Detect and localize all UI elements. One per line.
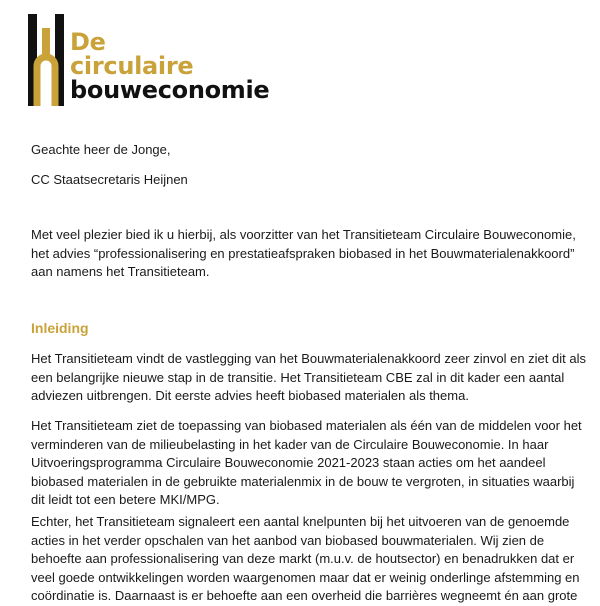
organization-logo <box>26 14 286 110</box>
intro-text: Met veel plezier bied ik u hierbij, als voorzitter van het Transitieteam Circulaire Bouweconomie, het advies “professionalisering en prestatieafspraken biobased in het Bouwmaterialenakkoord” aan namens het Transitieteam. <box>31 227 576 279</box>
logo-word-de: De <box>70 28 106 56</box>
paragraph-text: Het Transitieteam vindt de vastlegging van het Bouwmaterialenakkoord zeer zinvol en ziet dit als een belangrijke nieuwe stap in de transitie. Het Transitieteam CBE zal in dit kader een aantal adviezen uitbrengen. Dit eerste advies heeft biobased materialen als thema. <box>31 351 586 403</box>
intro-paragraph <box>31 226 591 282</box>
logo-wordmark <box>70 30 269 102</box>
paragraph-text: Het Transitieteam ziet de toepassing van biobased materialen als één van de middelen voor het verminderen van de milieubelasting in het kader van de Circulaire Bouweconomie. In haar Uitvoeringsprogramma Circulaire Bouweconomie 2021-2023 staan acties om het aandeel biobased materialen in de gebruikte materialenmix in de bouw te vergroten, in situaties waarbij dit leidt tot een betere MKI/MPG. <box>31 418 582 507</box>
body-paragraph-2 <box>31 417 591 510</box>
body-paragraph-1 <box>31 350 591 406</box>
logo-mark-icon <box>26 14 66 106</box>
section-heading: Inleiding <box>31 320 89 336</box>
cc-text: CC Staatsecretaris Heijnen <box>31 172 188 187</box>
logo-word-circulaire: circulaire <box>70 52 194 80</box>
body-paragraph-3 <box>31 513 591 606</box>
cc-line <box>31 171 591 190</box>
salutation <box>31 141 591 160</box>
paragraph-text: Echter, het Transitieteam signaleert een aantal knelpunten bij het uitvoeren van de genoemde acties in het verder opschalen van het aanbod van biobased bouwmaterialen. Wij zien de behoefte aan professionalisering van deze markt (m.u.v. de houtsector) en benadrukken dat er veel goede ontwikkelingen worden waargenomen maar dat er weinig onderlinge afstemming en coördinatie is. Daarnaast is er behoefte aan een overheid die barrières wegneemt én aan grote <box>31 514 580 603</box>
salutation-text: Geachte heer de Jonge, <box>31 142 171 157</box>
logo-word-bouweconomie: bouweconomie <box>70 76 270 104</box>
